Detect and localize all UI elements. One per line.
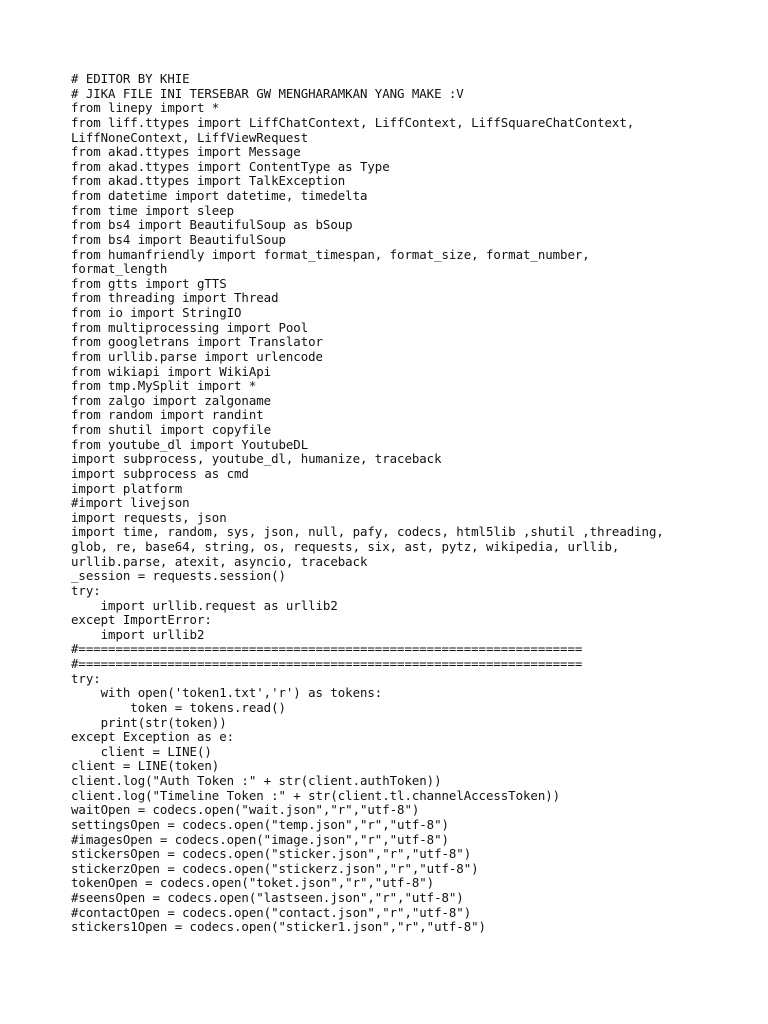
code-line: from wikiapi import WikiApi bbox=[71, 363, 272, 379]
code-line: #seensOpen = codecs.open("lastseen.json","r","utf-8") bbox=[71, 890, 464, 905]
code-line: from random import randint bbox=[71, 407, 264, 423]
code-line: except ImportError: bbox=[71, 612, 212, 628]
code-line: from linepy import * bbox=[71, 100, 220, 116]
code-line: from liff.ttypes import LiffChatContext, LiffContext, LiffSquareChatContext, bbox=[71, 114, 635, 130]
code-line: waitOpen = codecs.open("wait.json","r","utf-8") bbox=[71, 802, 420, 818]
code-line: from io import StringIO bbox=[71, 305, 242, 320]
code-line: import requests, json bbox=[71, 509, 227, 525]
code-line: from bs4 import BeautifulSoup bbox=[71, 231, 286, 247]
code-line: #contactOpen = codecs.open("contact.json","r","utf-8") bbox=[71, 904, 472, 920]
code-line: import urllib2 bbox=[71, 626, 205, 642]
code-listing bbox=[71, 72, 751, 935]
code-line: #==================================================================== bbox=[71, 641, 583, 657]
code-line: from tmp.MySplit import * bbox=[71, 378, 257, 394]
code-line: import time, random, sys, json, null, pafy, codecs, html5lib ,shutil ,threading, bbox=[71, 524, 664, 540]
code-line: format_length bbox=[71, 261, 168, 277]
code-line: LiffNoneContext, LiffViewRequest bbox=[71, 129, 309, 145]
code-line: from multiprocessing import Pool bbox=[71, 319, 309, 335]
code-line: from akad.ttypes import TalkException bbox=[71, 173, 346, 189]
code-line: import subprocess as cmd bbox=[71, 465, 249, 481]
code-line: #imagesOpen = codecs.open("image.json","r","utf-8") bbox=[71, 831, 449, 847]
code-line: client.log("Auth Token :" + str(client.authToken)) bbox=[71, 773, 442, 788]
code-line: from time import sleep bbox=[71, 202, 235, 218]
code-line: print(str(token)) bbox=[71, 714, 227, 730]
code-line: from bs4 import BeautifulSoup as bSoup bbox=[71, 217, 353, 233]
code-line: tokenOpen = codecs.open("toket.json","r","utf-8") bbox=[71, 875, 435, 891]
code-line: from akad.ttypes import Message bbox=[71, 144, 301, 160]
code-line: from threading import Thread bbox=[71, 290, 279, 306]
code-line: token = tokens.read() bbox=[71, 699, 286, 715]
code-line: import platform bbox=[71, 480, 183, 496]
code-line: urllib.parse, atexit, asyncio, traceback bbox=[71, 553, 368, 569]
code-line: from urllib.parse import urlencode bbox=[71, 348, 323, 364]
code-line: from zalgo import zalgoname bbox=[71, 392, 272, 408]
code-line: stickersOpen = codecs.open("sticker.json","r","utf-8") bbox=[71, 846, 472, 862]
code-line: stickers1Open = codecs.open("sticker1.json","r","utf-8") bbox=[71, 919, 486, 935]
code-line: try: bbox=[71, 582, 101, 598]
code-line: except Exception as e: bbox=[71, 729, 235, 745]
code-line: from akad.ttypes import ContentType as Type bbox=[71, 158, 390, 174]
code-line: import urllib.request as urllib2 bbox=[71, 597, 338, 613]
code-line: with open('token1.txt','r') as tokens: bbox=[71, 685, 383, 701]
code-line: _session = requests.session() bbox=[71, 568, 286, 584]
code-line: client = LINE() bbox=[71, 743, 212, 759]
code-line: glob, re, base64, string, os, requests, six, ast, pytz, wikipedia, urllib, bbox=[71, 539, 620, 554]
code-line: #==================================================================== bbox=[71, 656, 583, 671]
code-line: import subprocess, youtube_dl, humanize, traceback bbox=[71, 451, 442, 467]
code-line: stickerzOpen = codecs.open("stickerz.json","r","utf-8") bbox=[71, 860, 479, 876]
code-line: #import livejson bbox=[71, 495, 190, 511]
code-line: from youtube_dl import YoutubeDL bbox=[71, 436, 309, 452]
code-line: try: bbox=[71, 670, 101, 686]
code-line: client = LINE(token) bbox=[71, 758, 220, 774]
code-line: from humanfriendly import format_timespan, format_size, format_number, bbox=[71, 246, 590, 262]
code-line: # EDITOR BY KHIE bbox=[71, 71, 190, 86]
code-line: from googletrans import Translator bbox=[71, 334, 323, 350]
code-line: settingsOpen = codecs.open("temp.json","r","utf-8") bbox=[71, 816, 449, 832]
code-line: client.log("Timeline Token :" + str(client.tl.channelAccessToken)) bbox=[71, 787, 561, 803]
code-line: # JIKA FILE INI TERSEBAR GW MENGHARAMKAN YANG MAKE :V bbox=[71, 85, 464, 101]
code-line: from datetime import datetime, timedelta bbox=[71, 188, 368, 203]
code-line: from gtts import gTTS bbox=[71, 275, 227, 291]
code-line: from shutil import copyfile bbox=[71, 422, 272, 437]
